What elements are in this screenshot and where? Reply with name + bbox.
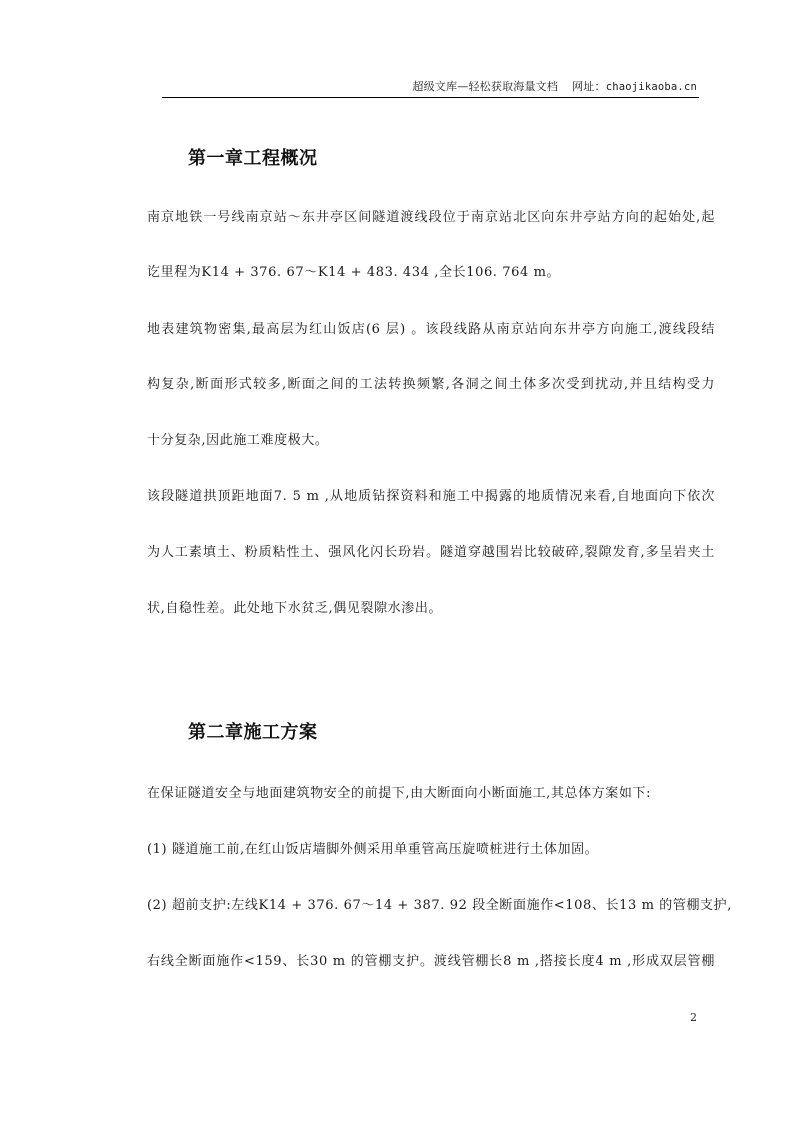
page-number: 2 (690, 1011, 697, 1024)
chapter-1-line-5: 十分复杂,因此施工难度极大。 (147, 433, 329, 448)
chapter-2-line-2: (1) 隧道施工前,在红山饭店墙脚外侧采用单重管高压旋喷桩进行土体加固。 (147, 842, 599, 857)
chapter-2-line-1: 在保证隧道安全与地面建筑物安全的前提下,由大断面向小断面施工,其总体方案如下: (147, 786, 652, 801)
header-url: chaojikaoba.cn (605, 81, 697, 93)
page-header (162, 76, 699, 98)
chapter-2-line-4: 右线全断面施作<159、长30 m 的管棚支护。渡线管棚长8 m ,搭接长度4 m ,形成双层管棚 (147, 954, 715, 969)
chapter-1-line-7: 为人工素填土、粉质粘性土、强风化闪长玢岩。隧道穿越围岩比较破碎,裂隙发育,多呈岩夹土 (147, 545, 715, 560)
chapter-1-line-4: 构复杂,断面形式较多,断面之间的工法转换频繁,各洞之间土体多次受到扰动,并且结构受力 (147, 377, 715, 392)
chapter-2-title: 第二章施工方案 (188, 722, 318, 743)
chapter-1-line-6: 该段隧道拱顶距地面7. 5 m ,从地质钻探资料和施工中揭露的地质情况来看,自地面向下依次 (147, 489, 715, 504)
chapter-1-title: 第一章工程概况 (188, 148, 318, 169)
header-text (412, 78, 697, 94)
header-url-label: 网址： (572, 80, 606, 93)
chapter-2-line-3: (2) 超前支护:左线K14 + 376. 67～14 + 387. 92 段全断面施作<108、长13 m 的管棚支护, (147, 898, 732, 913)
chapter-1-line-8: 状,自稳性差。此处地下水贫乏,偶见裂隙水渗出。 (147, 601, 443, 616)
chapter-1-line-3: 地表建筑物密集,最高层为红山饭店(6 层) 。该段线路从南京站向东井亭方向施工,渡线段结 (147, 322, 715, 337)
chapter-1-line-2: 讫里程为K14 + 376. 67～K14 + 483. 434 ,全长106. 764 m。 (147, 265, 561, 280)
header-site-name: 超级文库—轻松获取海量文档 (412, 80, 559, 93)
chapter-1-line-1: 南京地铁一号线南京站～东井亭区间隧道渡线段位于南京站北区向东井亭站方向的起始处,起 (147, 210, 715, 225)
